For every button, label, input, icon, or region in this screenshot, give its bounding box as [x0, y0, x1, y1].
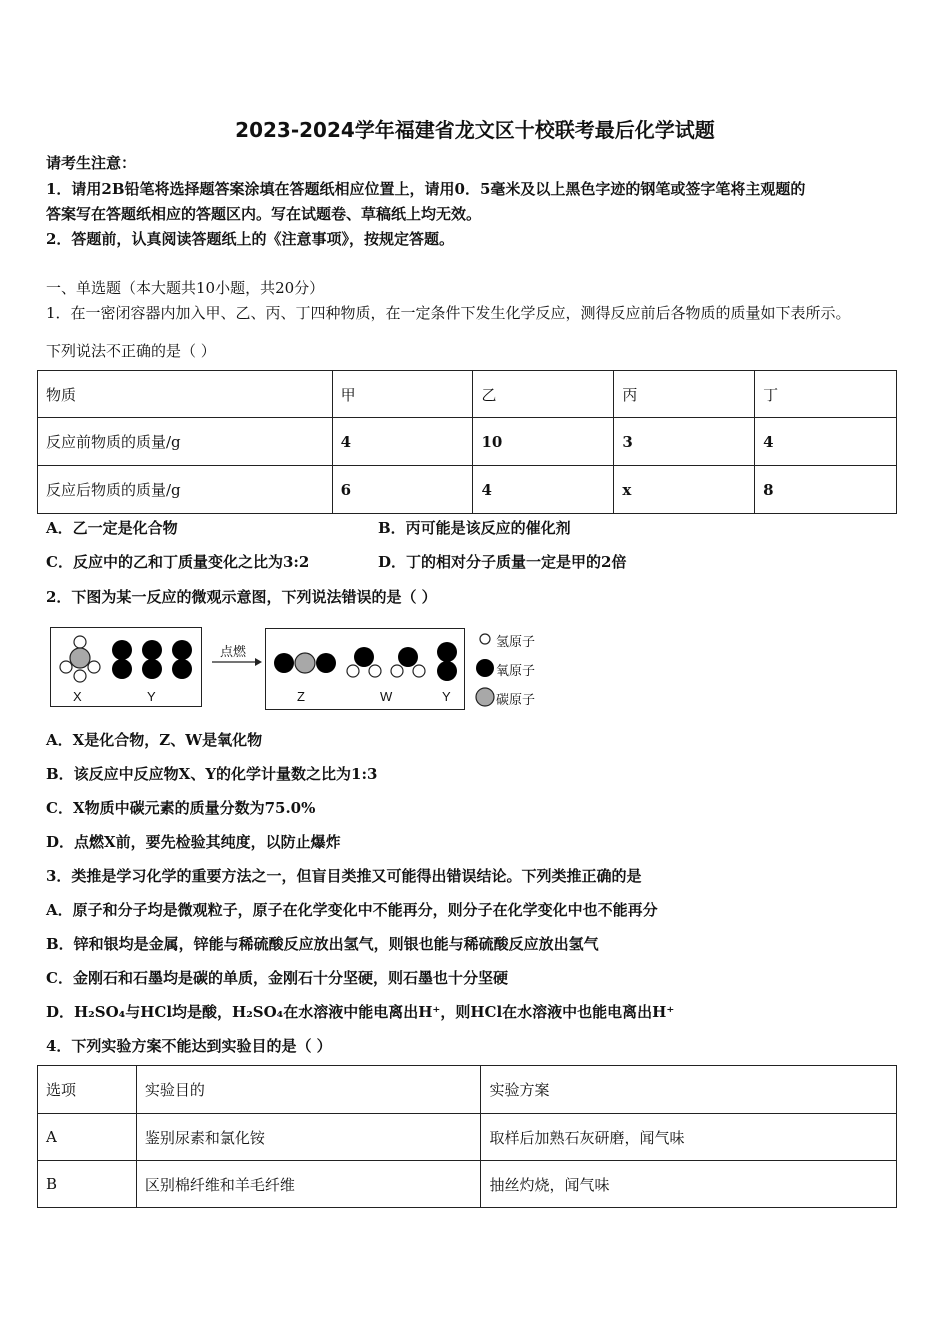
legend-carbon-label: 碳原子 [496, 692, 536, 707]
oxygen-atom [142, 640, 162, 660]
q3-option-a: A．原子和分子均是微观粒子，原子在化学变化中不能再分，则分子在化学变化中也不能再分 [46, 901, 658, 919]
notice-heading: 请考生注意： [46, 154, 137, 172]
notice-line-1: 1．请用2B铅笔将选择题答案涂填在答题纸相应位置上，请用0．5毫米及以上黑色字迹的钢笔或签字笔将主观题的 [46, 180, 806, 198]
q1-option-a: A．乙一定是化合物 [46, 519, 178, 537]
table-row [38, 466, 897, 514]
q3-option-b: B．锌和银均是金属，锌能与稀硫酸反应放出氢气，则银也能与稀硫酸反应放出氢气 [46, 935, 599, 953]
q2-stem: 2．下图为某一反应的微观示意图，下列说法错误的是（ ） [46, 588, 437, 606]
hydrogen-atom [60, 661, 72, 673]
label-x: X [73, 689, 82, 704]
q3-stem: 3．类推是学习化学的重要方法之一，但盲目类推又可能得出错误结论。下列类推正确的是 [46, 867, 642, 885]
table-cell: 3 [614, 418, 755, 466]
table-cell: B [38, 1161, 137, 1208]
table-row [38, 418, 897, 466]
hydrogen-atom [347, 665, 359, 677]
table-cell: 反应后物质的质量/g [38, 466, 333, 514]
carbon-atom [295, 653, 315, 673]
water-molecule [347, 647, 381, 677]
legend-carbon-icon [476, 688, 494, 706]
table-cell: 4 [473, 466, 614, 514]
arrow-head [255, 658, 262, 666]
oxygen-atom [437, 642, 457, 662]
water-molecule [391, 647, 425, 677]
hydrogen-atom [74, 636, 86, 648]
table-row [38, 1066, 897, 1114]
oxygen-atom [112, 640, 132, 660]
q2-option-d: D．点燃X前，要先检验其纯度，以防止爆炸 [46, 833, 341, 851]
table-header-cell: 实验目的 [136, 1066, 481, 1114]
oxygen-atom [112, 659, 132, 679]
reaction-diagram [0, 620, 560, 720]
table-cell: 抽丝灼烧，闻气味 [481, 1161, 897, 1208]
table-header-cell: 乙 [473, 371, 614, 418]
table-header-cell: 选项 [38, 1066, 137, 1114]
carbon-dioxide-molecule [274, 653, 336, 673]
carbon-atom [70, 648, 90, 668]
hydrogen-atom [369, 665, 381, 677]
legend-hydrogen-label: 氢原子 [496, 634, 536, 649]
table-header-cell: 丙 [614, 371, 755, 418]
table-cell: 4 [755, 418, 897, 466]
q1-option-c: C．反应中的乙和丁质量变化之比为3:2 [46, 553, 310, 571]
q1-stem-2: 下列说法不正确的是（ ） [46, 342, 216, 360]
oxygen-atom [142, 659, 162, 679]
table-cell: 反应前物质的质量/g [38, 418, 333, 466]
notice-line-1b: 答案写在答题纸相应的答题区内。写在试题卷、草稿纸上均无效。 [46, 205, 482, 223]
q2-option-b: B．该反应中反应物X、Y的化学计量数之比为1:3 [46, 765, 378, 783]
table-row [38, 371, 897, 418]
table-cell: 10 [473, 418, 614, 466]
oxygen-molecule [437, 642, 457, 681]
label-y2: Y [442, 689, 451, 704]
table-cell: 4 [332, 418, 473, 466]
oxygen-atom [274, 653, 294, 673]
oxygen-atom [398, 647, 418, 667]
oxygen-atom [172, 640, 192, 660]
page-title: 2023-2024学年福建省龙文区十校联考最后化学试题 [235, 118, 715, 142]
hydrogen-atom [88, 661, 100, 673]
hydrogen-atom [74, 670, 86, 682]
q4-table [37, 1065, 897, 1208]
table-header-cell: 实验方案 [481, 1066, 897, 1114]
hydrogen-atom [413, 665, 425, 677]
legend-oxygen-icon [476, 659, 494, 677]
q1-table [37, 370, 897, 514]
oxygen-atom [437, 661, 457, 681]
table-cell: 取样后加熟石灰研磨，闻气味 [481, 1114, 897, 1161]
label-w: W [380, 689, 393, 704]
q2-option-c: C．X物质中碳元素的质量分数为75.0% [46, 799, 316, 817]
table-cell: 鉴别尿素和氯化铵 [136, 1114, 481, 1161]
q3-option-d: D．H₂SO₄与HCl均是酸，H₂SO₄在水溶液中能电离出H⁺，则HCl在水溶液中也能电离出H⁺ [46, 1003, 675, 1021]
table-header-cell: 物质 [38, 371, 333, 418]
table-cell: 区别棉纤维和羊毛纤维 [136, 1161, 481, 1208]
q1-stem: 1．在一密闭容器内加入甲、乙、丙、丁四种物质，在一定条件下发生化学反应，测得反应前后各物质的质量如下表所示。 [46, 304, 851, 322]
arrow-label: 点燃 [220, 644, 247, 659]
table-header-cell: 甲 [332, 371, 473, 418]
q1-option-b: B．丙可能是该反应的催化剂 [378, 519, 571, 537]
table-cell: 6 [332, 466, 473, 514]
table-row [38, 1114, 897, 1161]
q4-stem: 4．下列实验方案不能达到实验目的是（ ） [46, 1037, 332, 1055]
q3-option-c: C．金刚石和石墨均是碳的单质，金刚石十分坚硬，则石墨也十分坚硬 [46, 969, 508, 987]
table-header-cell: 丁 [755, 371, 897, 418]
section-heading: 一、单选题（本大题共10小题，共20分） [46, 279, 325, 297]
table-cell: x [614, 466, 755, 514]
table-row [38, 1161, 897, 1208]
notice-line-2: 2．答题前，认真阅读答题纸上的《注意事项》，按规定答题。 [46, 230, 454, 248]
legend-hydrogen-icon [480, 634, 490, 644]
label-y: Y [147, 689, 156, 704]
oxygen-atom [172, 659, 192, 679]
legend-oxygen-label: 氧原子 [496, 663, 536, 678]
hydrogen-atom [391, 665, 403, 677]
q2-option-a: A．X是化合物，Z、W是氧化物 [46, 731, 263, 749]
label-z: Z [297, 689, 305, 704]
oxygen-molecules [112, 640, 192, 679]
oxygen-atom [354, 647, 374, 667]
oxygen-atom [316, 653, 336, 673]
methane-molecule [60, 636, 100, 682]
table-cell: 8 [755, 466, 897, 514]
q1-option-d: D．丁的相对分子质量一定是甲的2倍 [378, 553, 627, 571]
table-cell: A [38, 1114, 137, 1161]
